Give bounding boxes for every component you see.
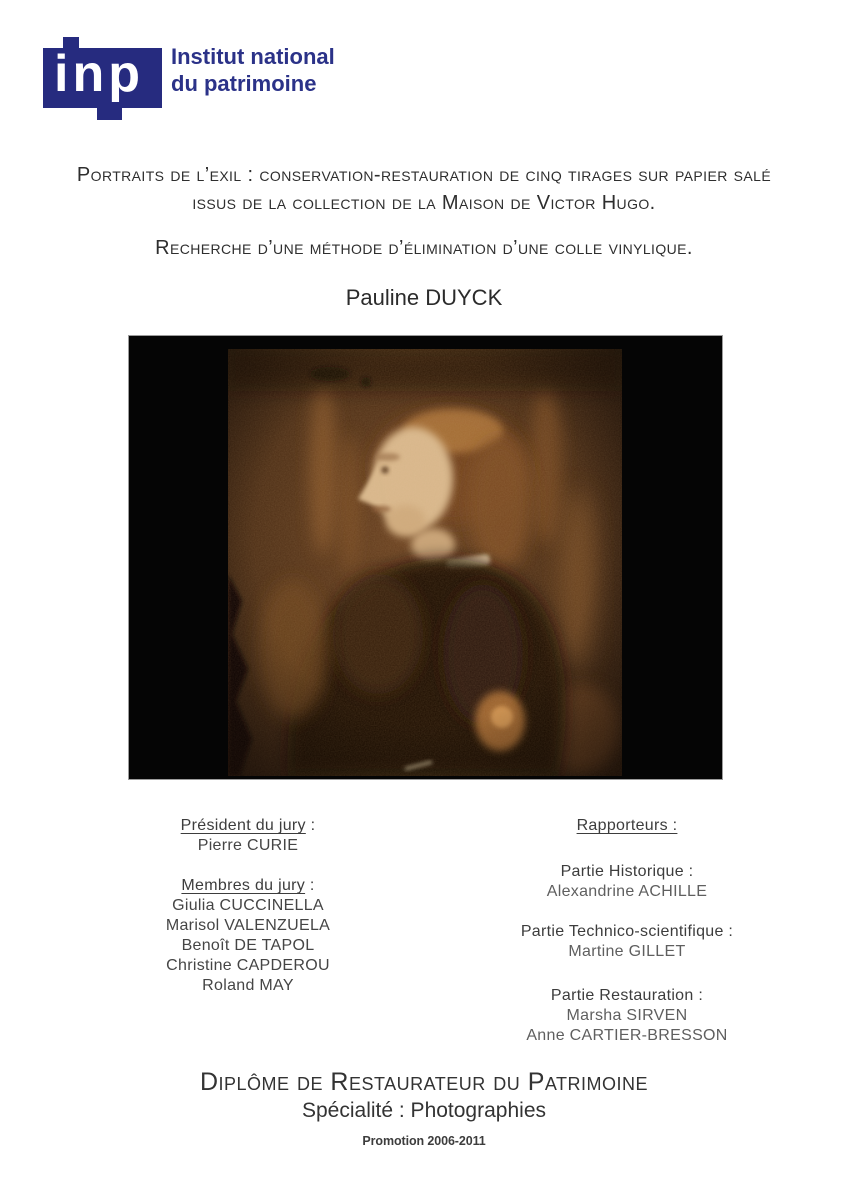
- inp-logo-bottom-tab: [97, 107, 122, 120]
- subtitle: Recherche d’une méthode d’élimination d’une colle vinylique.: [155, 237, 693, 259]
- rapporteur-name: Alexandrine ACHILLE: [546, 883, 708, 900]
- victor-hugo-portrait: [228, 349, 622, 776]
- president-heading: Président du jury :: [180, 817, 316, 834]
- section-title: Partie Restauration :: [550, 987, 704, 1004]
- president-group: [128, 816, 368, 856]
- inp-logo-mark: [43, 48, 162, 108]
- diploma-title: Diplôme de Restaurateur du Patrimoine: [199, 1068, 649, 1096]
- jury-member-name: Giulia CUCCINELLA: [172, 897, 324, 914]
- promotion-years: Promotion 2006-2011: [362, 1134, 486, 1148]
- section-title: Partie Historique :: [560, 863, 694, 880]
- jury-member-name: Roland MAY: [202, 977, 294, 994]
- jury-panel-right: [492, 816, 762, 1046]
- rapporteur-name: Anne CARTIER-BRESSON: [526, 1027, 728, 1044]
- rapporteur-section-technico: [492, 922, 762, 962]
- rapporteurs-heading: Rapporteurs :: [576, 817, 678, 834]
- photo-frame: [128, 335, 723, 780]
- jury-member-name: Benoît DE TAPOL: [181, 937, 315, 954]
- rapporteur-name: Martine GILLET: [568, 943, 686, 960]
- specialty-line: Spécialité : Photographies: [302, 1099, 546, 1122]
- main-title-line1: Portraits de l’exil : conservation-restauration de cinq tirages sur papier salé: [76, 164, 772, 186]
- members-group: [128, 876, 368, 996]
- institution-name-line1: Institut national: [171, 44, 335, 69]
- jury-president-name: Pierre CURIE: [197, 837, 299, 854]
- section-title: Partie Technico-scientifique :: [520, 923, 734, 940]
- institution-name-line2: du patrimoine: [171, 71, 317, 96]
- author-name: Pauline DUYCK: [345, 285, 503, 310]
- rapporteur-section-restauration: [492, 986, 762, 1046]
- main-title-line2: issus de la collection de la Maison de Victor Hugo.: [192, 192, 656, 214]
- inp-logo-acronym: inp: [54, 48, 144, 103]
- institution-name: [171, 43, 335, 97]
- rapporteur-name: Marsha SIRVEN: [566, 1007, 688, 1024]
- jury-member-name: Marisol VALENZUELA: [165, 917, 331, 934]
- jury-member-name: Christine CAPDEROU: [166, 957, 330, 974]
- members-heading: Membres du jury :: [181, 877, 315, 894]
- jury-panel-left: [128, 816, 368, 996]
- main-title: [0, 161, 848, 217]
- rapporteur-section-historique: [492, 862, 762, 902]
